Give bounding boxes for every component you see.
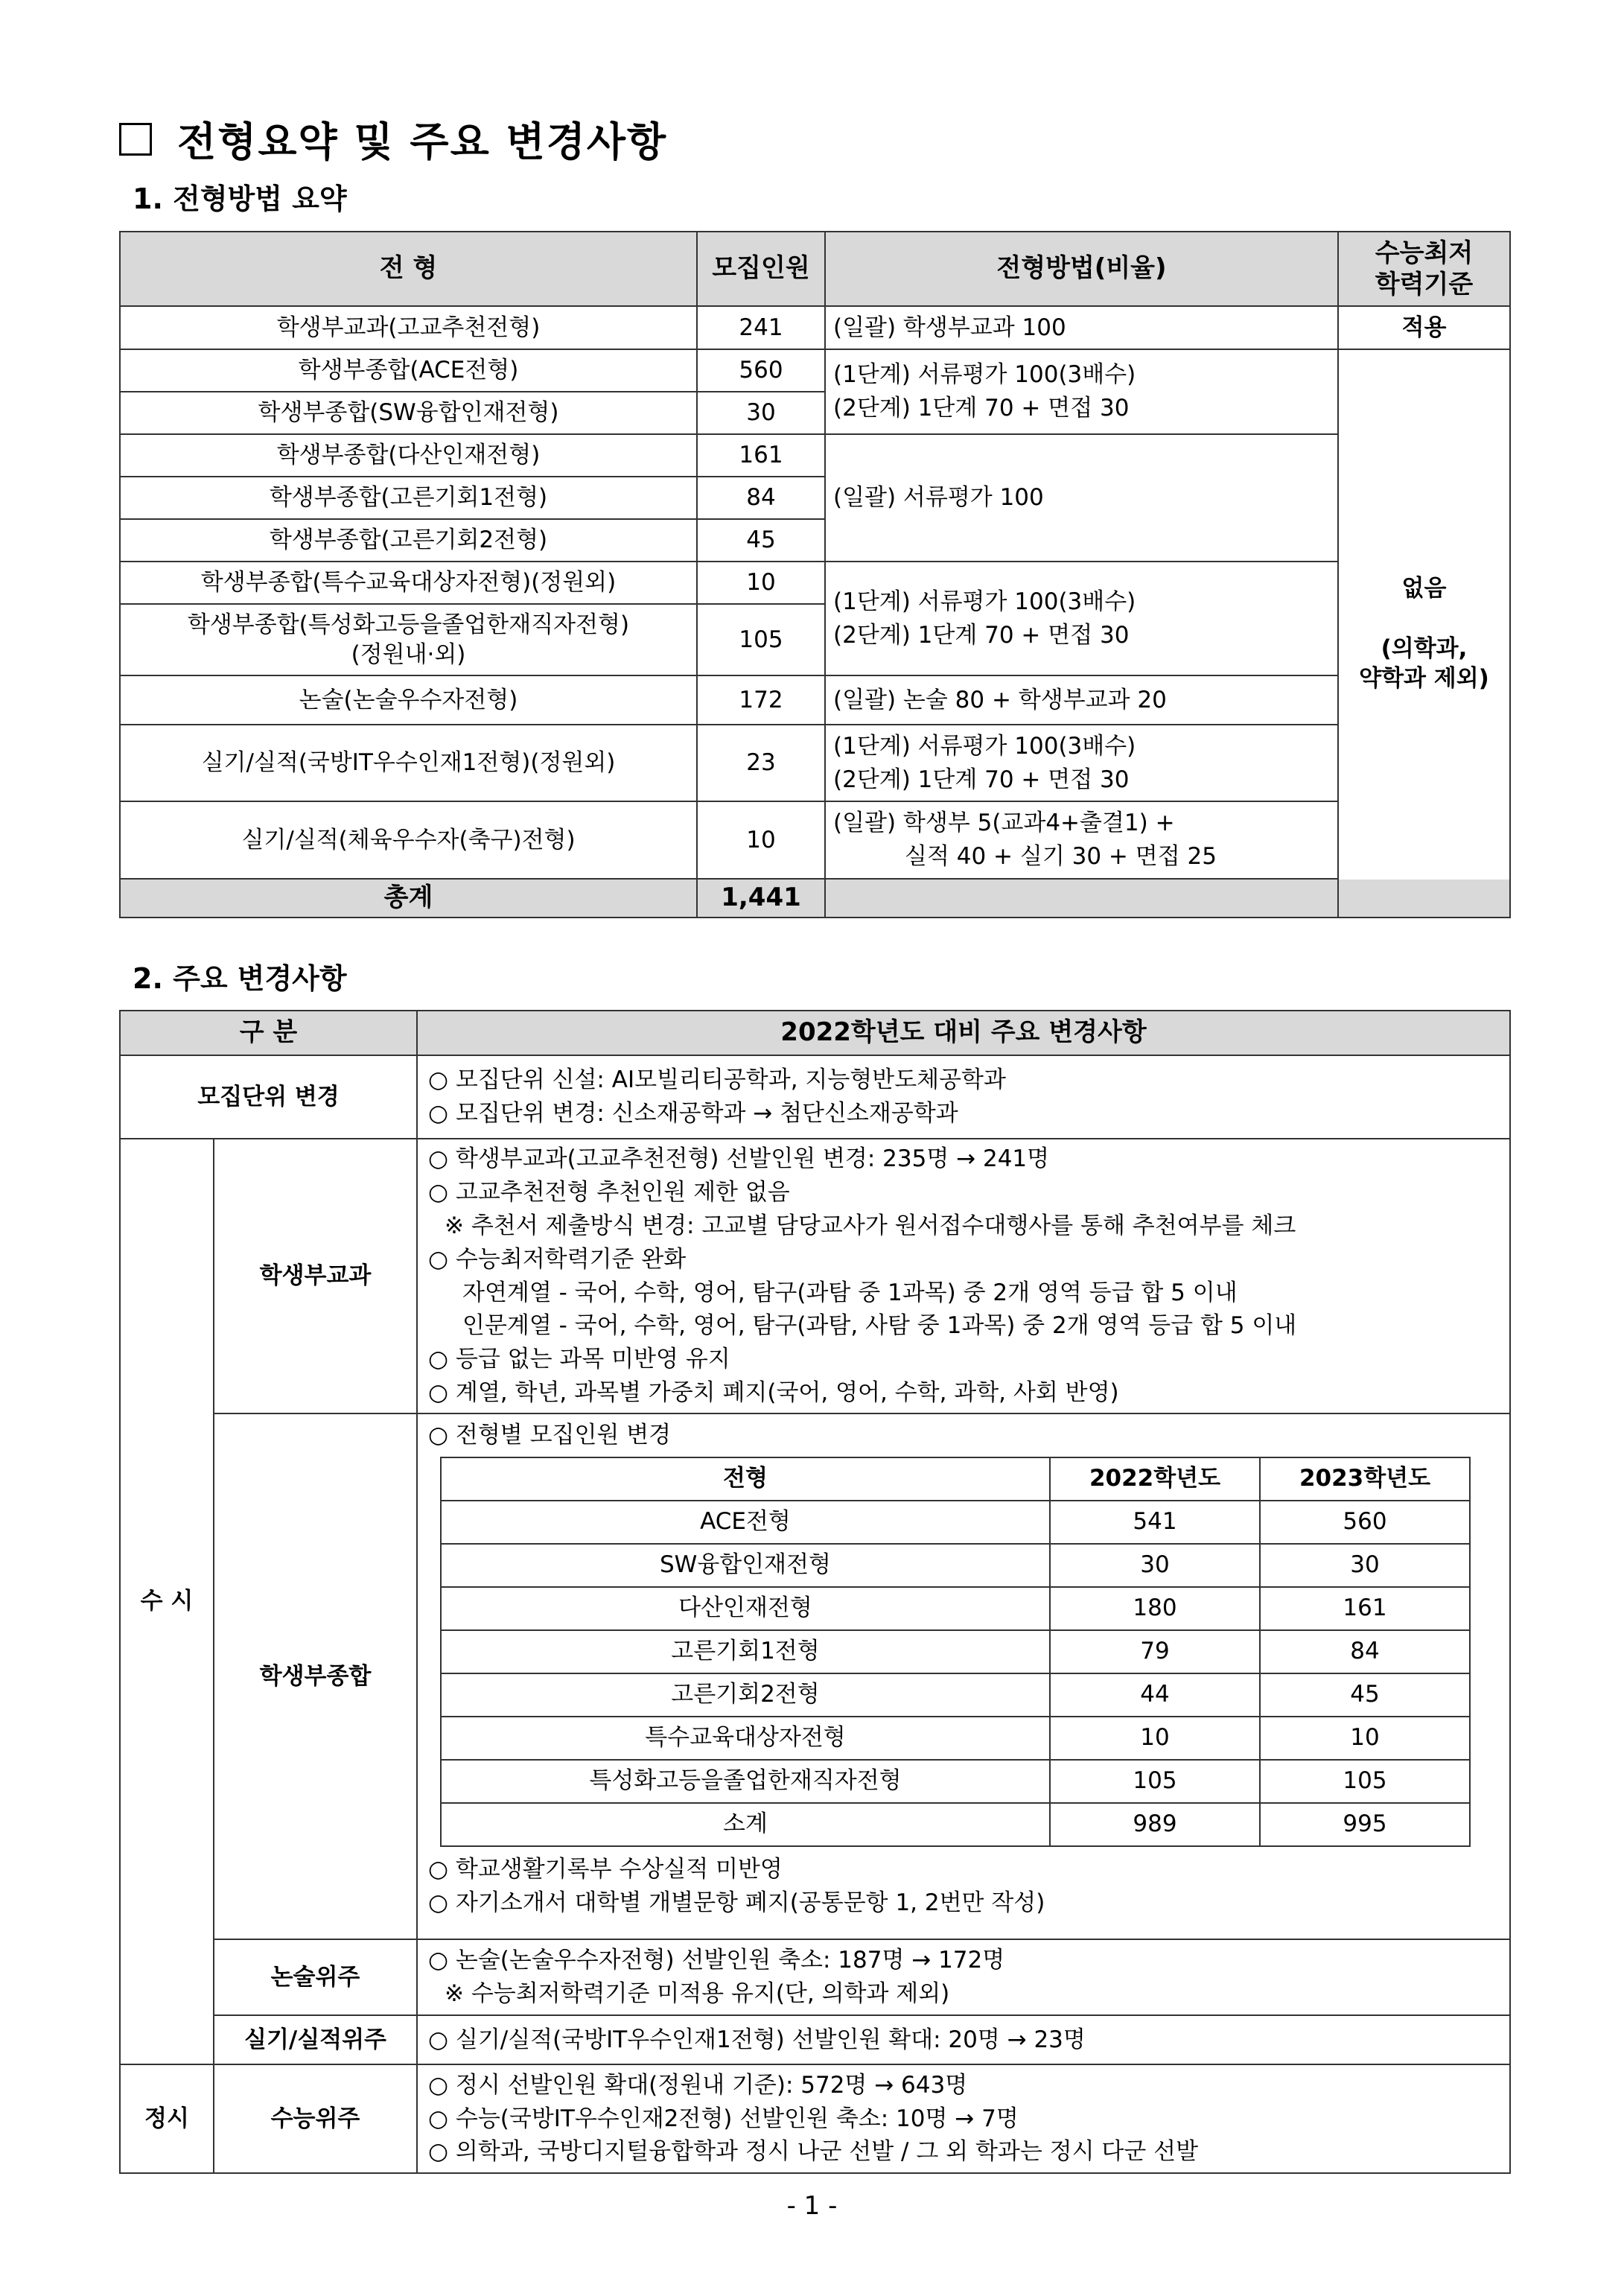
note-line: ※ 수능최저학력기준 미적용 유지(단, 의학과 제외)	[445, 1980, 950, 2007]
row-count: 105	[697, 604, 825, 675]
cell-2022: 44	[1050, 1673, 1260, 1717]
row-name: 실기/실적(체육우수자(축구)전형)	[120, 801, 697, 879]
cell-2022: 989	[1050, 1803, 1260, 1846]
total-blank	[825, 879, 1510, 918]
unit-change-content	[417, 1055, 1510, 1139]
row-count: 241	[697, 306, 825, 349]
jonghap-label: 학생부종합	[214, 1413, 417, 1939]
change-line: ○ 자기소개서 대학별 개별문항 폐지(공통문항 1, 2번만 작성)	[428, 1889, 1045, 1916]
change-line: ○ 등급 없는 과목 미반영 유지	[428, 1346, 730, 1373]
cell-type: 다산인재전형	[441, 1587, 1050, 1630]
admission-summary-table	[119, 231, 1511, 918]
row-name: 학생부교과(고교추천전형)	[120, 306, 697, 349]
total-value: 1,441	[697, 879, 825, 918]
cell-2023: 30	[1260, 1544, 1470, 1587]
min-standard-merged: 없음 (의학과, 약학과 제외)	[1338, 349, 1510, 918]
cell-type: ACE전형	[441, 1501, 1050, 1544]
jeongsi-label: 정시	[120, 2064, 214, 2173]
detail-line: 자연계열 - 국어, 수학, 영어, 탐구(과탐 중 1과목) 중 2개 영역 등급 합 5 이내	[462, 1279, 1238, 1306]
row-name: 학생부종합(특성화고등을졸업한재직자전형) (정원내·외)	[120, 604, 697, 675]
cell-2023: 105	[1260, 1760, 1470, 1803]
cell-type: 고른기회1전형	[441, 1630, 1050, 1673]
silgi-content	[417, 2015, 1510, 2064]
change-line: ○ 계열, 학년, 과목별 가중치 폐지(국어, 영어, 수학, 과학, 사회 반영)	[428, 1379, 1119, 1407]
row-count: 560	[697, 349, 825, 392]
row-name: 학생부종합(SW융합인재전형)	[120, 392, 697, 434]
inner-header-2023: 2023학년도	[1260, 1457, 1470, 1501]
method-line	[833, 807, 1330, 874]
table-row	[441, 1717, 1470, 1760]
suneung-content	[417, 2064, 1510, 2173]
cell-2022: 30	[1050, 1544, 1260, 1587]
change-line: ○ 모집단위 신설: AI모빌리티공학과, 지능형반도체공학과	[428, 1066, 1006, 1094]
cell-2022: 541	[1050, 1501, 1260, 1544]
unit-change-label: 모집단위 변경	[120, 1055, 417, 1139]
header-min-standard: 수능최저 학력기준	[1338, 232, 1510, 306]
header-method: 전형방법(비율)	[825, 232, 1338, 306]
cell-type: 소계	[441, 1803, 1050, 1846]
cell-2022: 79	[1050, 1630, 1260, 1673]
cell-2022: 105	[1050, 1760, 1260, 1803]
table-row	[441, 1673, 1470, 1717]
row-count: 172	[697, 675, 825, 725]
suneung-label: 수능위주	[214, 2064, 417, 2173]
row-method	[825, 801, 1338, 879]
quota-change-table	[440, 1457, 1471, 1847]
gyogwa-content	[417, 1139, 1510, 1413]
row-name: 실기/실적(국방IT우수인재1전형)(정원외)	[120, 725, 697, 801]
row-count: 161	[697, 434, 825, 477]
row-method: (일괄) 서류평가 100	[825, 434, 1338, 562]
row-name: 학생부종합(고른기회2전형)	[120, 519, 697, 562]
row-name: 학생부종합(ACE전형)	[120, 349, 697, 392]
table-row	[441, 1803, 1470, 1846]
page-number: - 1 -	[786, 2191, 838, 2221]
row-method: (1단계) 서류평가 100(3배수) (2단계) 1단계 70 + 면접 30	[825, 349, 1338, 434]
header-quota: 모집인원	[697, 232, 825, 306]
cell-2023: 84	[1260, 1630, 1470, 1673]
change-line: ○ 논술(논술우수자전형) 선발인원 축소: 187명 → 172명	[428, 1947, 1005, 1974]
change-line: ○ 수능(국방IT우수인재2전형) 선발인원 축소: 10명 → 7명	[428, 2105, 1019, 2132]
cell-type: 특수교육대상자전형	[441, 1717, 1050, 1760]
inner-header-2022: 2022학년도	[1050, 1457, 1260, 1501]
cell-2023: 995	[1260, 1803, 1470, 1846]
method-line-part: (일괄) 학생부 5(교과4+출결1) +	[833, 810, 1175, 837]
change-line: ○ 고교추천전형 추천인원 제한 없음	[428, 1178, 790, 1206]
cell-2023: 161	[1260, 1587, 1470, 1630]
table-row	[441, 1630, 1470, 1673]
cell-2023: 560	[1260, 1501, 1470, 1544]
table-row	[441, 1544, 1470, 1587]
change-line: ○ 학생부교과(고교추천전형) 선발인원 변경: 235명 → 241명	[428, 1145, 1050, 1172]
cell-type: 특성화고등을졸업한재직자전형	[441, 1760, 1050, 1803]
row-method: (일괄) 학생부교과 100	[825, 306, 1338, 349]
table-row	[441, 1501, 1470, 1544]
change-line: ○ 의학과, 국방디지털융합학과 정시 나군 선발 / 그 외 학과는 정시 다군 선발	[428, 2138, 1199, 2166]
detail-line: 인문계열 - 국어, 수학, 영어, 탐구(과탐, 사탐 중 1과목) 중 2개 영역 등급 합 5 이내	[462, 1312, 1297, 1340]
page-title	[119, 110, 667, 168]
jonghap-content	[417, 1413, 1510, 1939]
total-label: 총계	[120, 879, 697, 918]
row-count: 84	[697, 477, 825, 519]
row-name: 학생부종합(고른기회1전형)	[120, 477, 697, 519]
cell-2023: 10	[1260, 1717, 1470, 1760]
note-line: ※ 추천서 제출방식 변경: 고교별 담당교사가 원서접수대행사를 통해 추천여부를 체크	[445, 1212, 1296, 1239]
row-count: 45	[697, 519, 825, 562]
change-line: ○ 실기/실적(국방IT우수인재1전형) 선발인원 확대: 20명 → 23명	[428, 2026, 1086, 2053]
page-title-text: 전형요약 및 주요 변경사항	[177, 118, 668, 165]
header-category: 구 분	[120, 1011, 417, 1055]
row-count: 30	[697, 392, 825, 434]
gyogwa-label: 학생부교과	[214, 1139, 417, 1413]
cell-type: 고른기회2전형	[441, 1673, 1050, 1717]
row-method: (1단계) 서류평가 100(3배수) (2단계) 1단계 70 + 면접 30	[825, 725, 1338, 801]
change-line: ○ 전형별 모집인원 변경	[428, 1422, 672, 1448]
row-count: 10	[697, 801, 825, 879]
cell-type: SW융합인재전형	[441, 1544, 1050, 1587]
cell-2022: 180	[1050, 1587, 1260, 1630]
inner-header-type: 전형	[441, 1457, 1050, 1501]
silgi-label: 실기/실적위주	[214, 2015, 417, 2064]
change-line: ○ 정시 선발인원 확대(정원내 기준): 572명 → 643명	[428, 2071, 968, 2099]
change-line: ○ 수능최저학력기준 완화	[428, 1245, 687, 1273]
major-changes-table	[119, 1010, 1511, 2174]
header-changes: 2022학년도 대비 주요 변경사항	[417, 1011, 1510, 1055]
row-count: 23	[697, 725, 825, 801]
row-method: (1단계) 서류평가 100(3배수) (2단계) 1단계 70 + 면접 30	[825, 562, 1338, 675]
header-admission-type: 전 형	[120, 232, 697, 306]
section2-heading: 2. 주요 변경사항	[133, 962, 347, 995]
method-line-part: 실적 40 + 실기 30 + 면접 25	[905, 843, 1217, 870]
row-method: (일괄) 논술 80 + 학생부교과 20	[825, 675, 1338, 725]
row-name: 학생부종합(다산인재전형)	[120, 434, 697, 477]
row-name: 논술(논술우수자전형)	[120, 675, 697, 725]
nonsul-content	[417, 1939, 1510, 2015]
row-min-standard: 적용	[1338, 306, 1510, 349]
row-count: 10	[697, 562, 825, 604]
change-line: ○ 모집단위 변경: 신소재공학과 → 첨단신소재공학과	[428, 1100, 958, 1127]
table-row	[441, 1760, 1470, 1803]
susi-label: 수 시	[120, 1139, 214, 2064]
cell-2023: 45	[1260, 1673, 1470, 1717]
table-row	[441, 1587, 1470, 1630]
row-name: 학생부종합(특수교육대상자전형)(정원외)	[120, 562, 697, 604]
nonsul-label: 논술위주	[214, 1939, 417, 2015]
section1-heading: 1. 전형방법 요약	[133, 182, 347, 215]
change-line: ○ 학교생활기록부 수상실적 미반영	[428, 1855, 783, 1883]
cell-2022: 10	[1050, 1717, 1260, 1760]
checkbox-square-icon	[119, 123, 152, 156]
